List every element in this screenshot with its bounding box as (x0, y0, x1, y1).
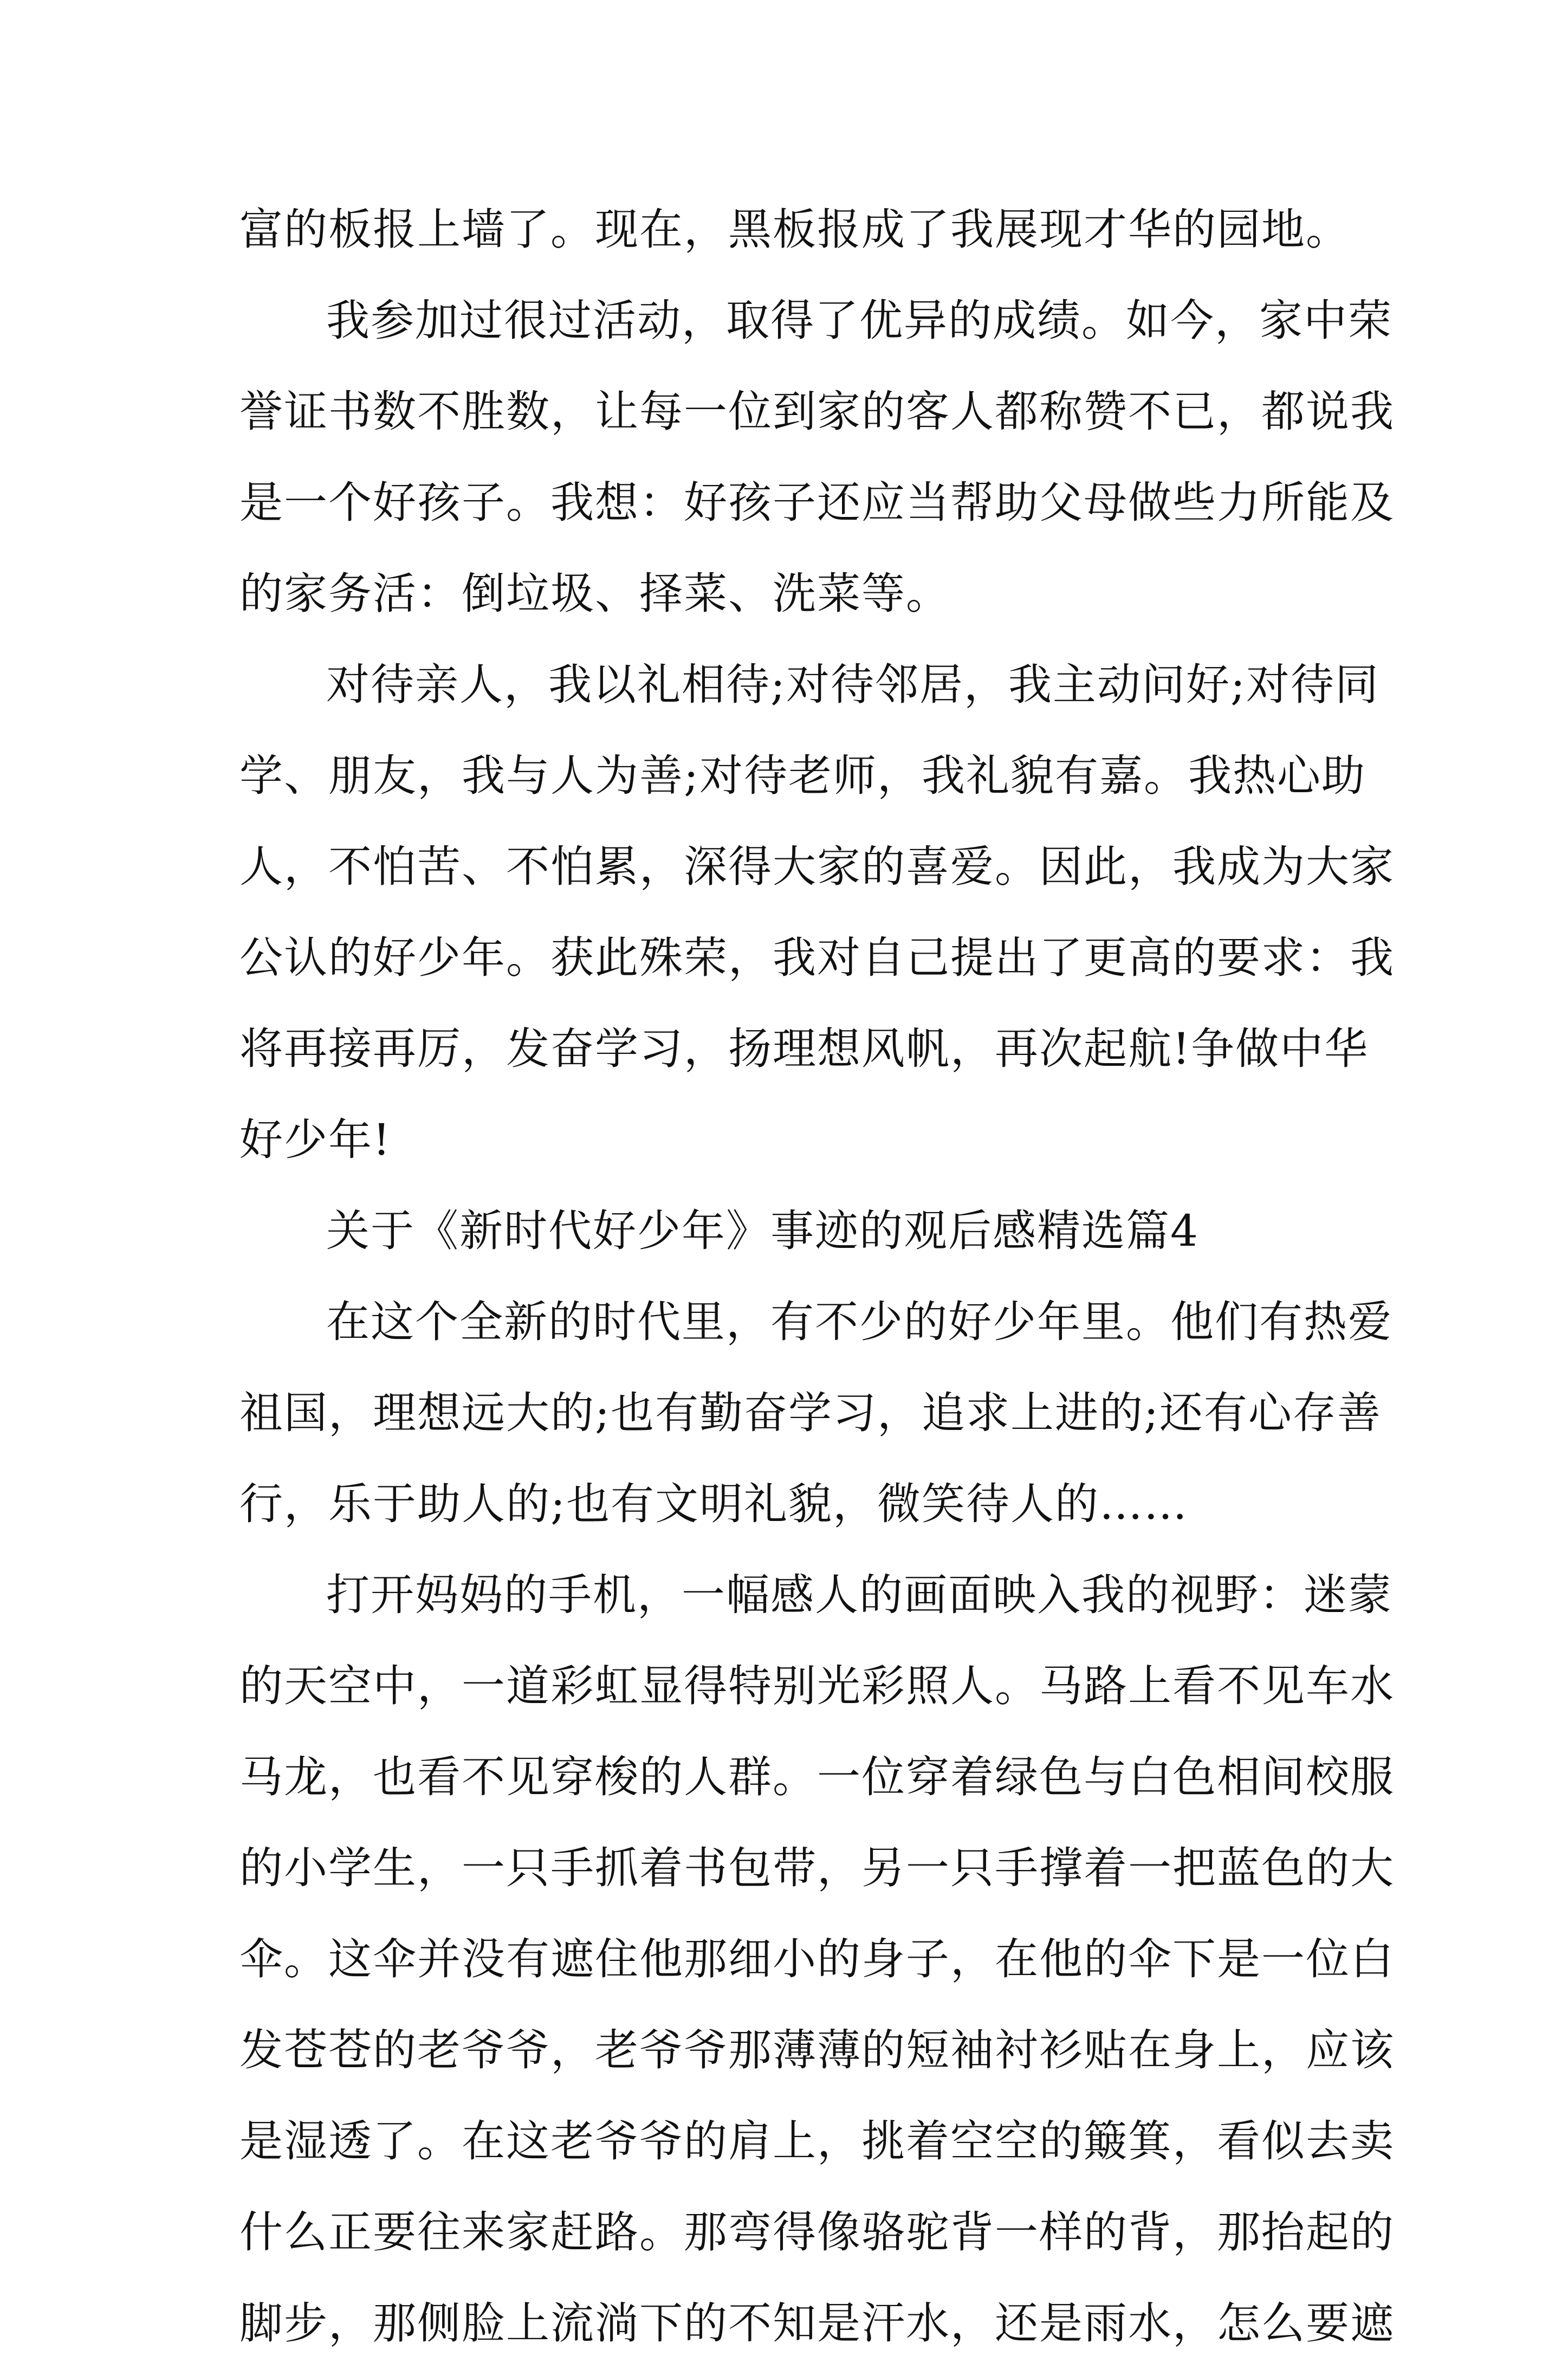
text-line: 学、朋友，我与人为善;对待老师，我礼貌有嘉。我热心助 (239, 750, 1366, 801)
text-line: 伞。这伞并没有遮住他那细小的身子，在他的伞下是一位白 (239, 1934, 1395, 1984)
text-line: 富的板报上墙了。现在，黑板报成了我展现才华的园地。 (239, 204, 1350, 255)
text-line: 公认的好少年。获此殊荣，我对自己提出了更高的要求：我 (239, 933, 1395, 983)
text-line: 我参加过很过活动，取得了优异的成绩。如今，家中荣 (326, 295, 1392, 346)
text-line: 是湿透了。在这老爷爷的肩上，挑着空空的簸箕，看似去卖 (239, 2116, 1395, 2166)
text-line: 对待亲人，我以礼相待;对待邻居，我主动问好;对待同 (326, 659, 1379, 710)
text-line: 誉证书数不胜数，让每一位到家的客人都称赞不已，都说我 (239, 386, 1395, 437)
text-line: 在这个全新的时代里，有不少的好少年里。他们有热爱 (326, 1297, 1392, 1347)
text-line: 的天空中，一道彩虹显得特别光彩照人。马路上看不见车水 (239, 1661, 1395, 1711)
text-line: 什么正要往来家赶路。那弯得像骆驼背一样的背，那抬起的 (239, 2207, 1395, 2257)
text-line: 行，乐于助人的;也有文明礼貌，微笑待人的…… (239, 1479, 1188, 1529)
text-line: 人，不怕苦、不怕累，深得大家的喜爱。因此，我成为大家 (239, 842, 1395, 892)
text-line: 将再接再厉，发奋学习，扬理想风帆，再次起航!争做中华 (239, 1024, 1369, 1074)
text-line: 发苍苍的老爷爷，老爷爷那薄薄的短袖衬衫贴在身上，应该 (239, 2025, 1395, 2075)
section-heading: 关于《新时代好少年》事迹的观后感精选篇4 (326, 1206, 1199, 1256)
text-line: 脚步，那侧脸上流淌下的不知是汗水，还是雨水，怎么要遮 (239, 2298, 1395, 2348)
text-line: 祖国，理想远大的;也有勤奋学习，追求上进的;还有心存善 (239, 1388, 1382, 1438)
text-line: 的家务活：倒垃圾、择菜、洗菜等。 (239, 568, 950, 619)
text-line: 的小学生，一只手抓着书包带，另一只手撑着一把蓝色的大 (239, 1843, 1395, 1893)
text-line: 打开妈妈的手机，一幅感人的画面映入我的视野：迷蒙 (326, 1570, 1392, 1620)
text-line: 是一个好孩子。我想：好孩子还应当帮助父母做些力所能及 (239, 477, 1395, 528)
text-line: 马龙，也看不见穿梭的人群。一位穿着绿色与白色相间校服 (239, 1752, 1395, 1802)
text-line: 好少年! (239, 1115, 392, 1165)
body-text (239, 184, 1395, 2369)
